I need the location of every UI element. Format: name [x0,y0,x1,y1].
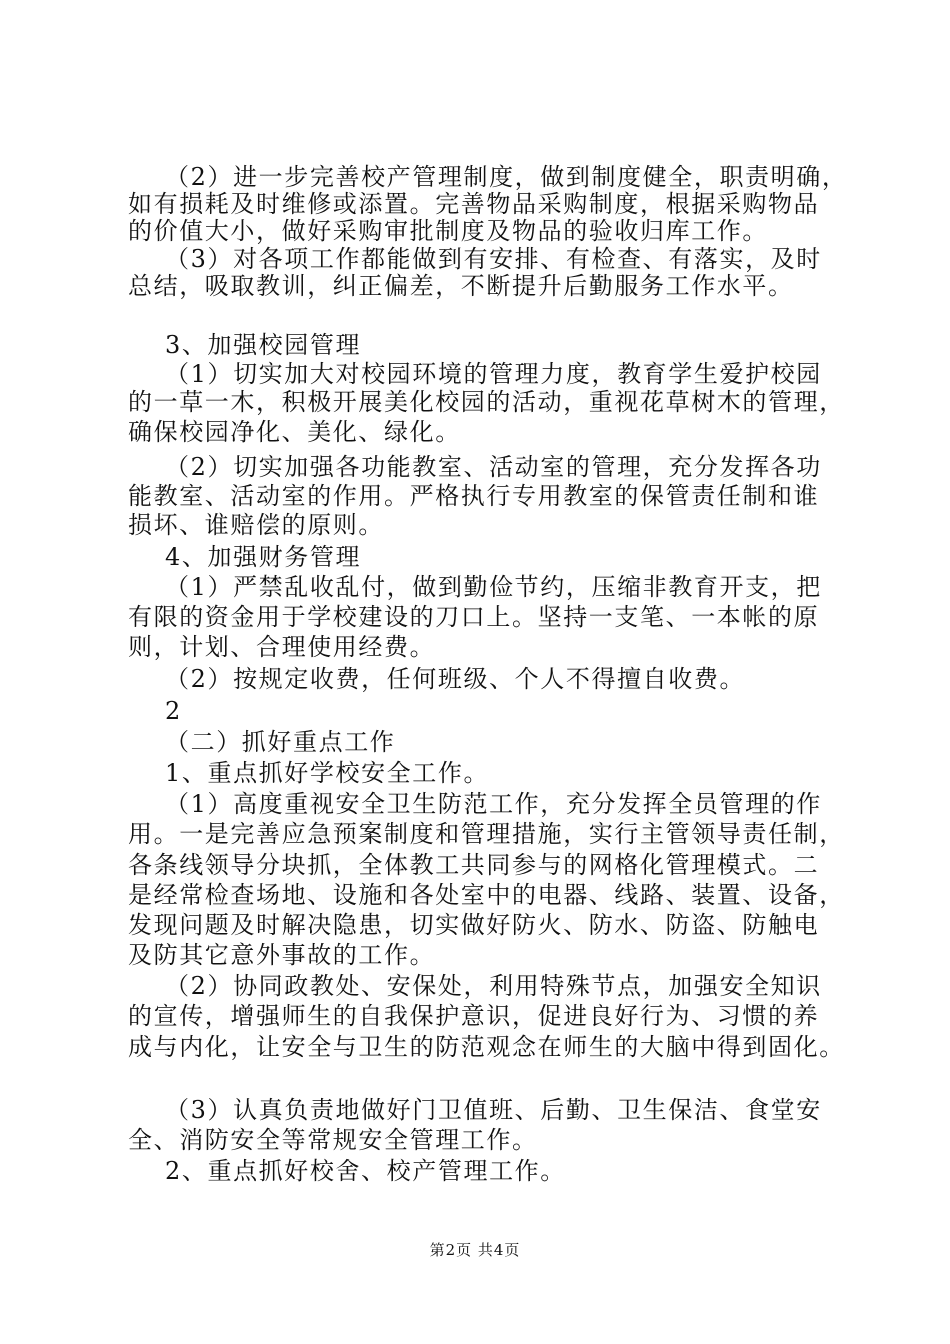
text-line: 用。一是完善应急预案制度和管理措施，实行主管领导责任制， [128,820,845,848]
text-line: 如有损耗及时维修或添置。完善物品采购制度，根据采购物品 [128,190,820,218]
text-line: 损坏、谁赔偿的原则。 [128,511,384,539]
text-line: 的宣传，增强师生的自我保护意识，促进良好行为、习惯的养 [128,1002,820,1030]
text-line: 2、重点抓好校舍、校产管理工作。 [165,1157,566,1185]
text-line: 确保校园净化、美化、绿化。 [128,418,461,446]
text-line: （3）认真负责地做好门卫值班、后勤、卫生保洁、食堂安 [165,1096,822,1124]
text-line: （2）按规定收费，任何班级、个人不得擅自收费。 [165,665,746,693]
page-footer: 第2页 共4页 [429,1241,521,1259]
text-line: 则，计划、合理使用经费。 [128,633,436,661]
text-line: 2 [165,697,182,725]
text-line: （2）进一步完善校产管理制度，做到制度健全，职责明确， [165,163,848,191]
text-line: 4、加强财务管理 [165,543,362,571]
text-line: （2）协同政教处、安保处，利用特殊节点，加强安全知识 [165,972,822,1000]
text-line: 有限的资金用于学校建设的刀口上。坚持一支笔、一本帐的原 [128,603,820,631]
text-line: （3）对各项工作都能做到有安排、有检查、有落实，及时 [165,245,822,273]
text-line: 能教室、活动室的作用。严格执行专用教室的保管责任制和谁 [128,482,820,510]
text-line: （二）抓好重点工作 [165,728,396,756]
text-line: （1）切实加大对校园环境的管理力度，教育学生爱护校园 [165,360,822,388]
text-line: 及防其它意外事故的工作。 [128,941,436,969]
text-line: 全、消防安全等常规安全管理工作。 [128,1126,538,1154]
text-line: （1）高度重视安全卫生防范工作，充分发挥全员管理的作 [165,790,822,818]
text-line: 是经常检查场地、设施和各处室中的电器、线路、装置、设备， [128,881,845,909]
text-line: 1、重点抓好学校安全工作。 [165,759,490,787]
text-line: 发现问题及时解决隐患，切实做好防火、防水、防盗、防触电 [128,911,820,939]
text-line: 成与内化，让安全与卫生的防范观念在师生的大脑中得到固化。 [128,1033,845,1061]
text-line: （2）切实加强各功能教室、活动室的管理，充分发挥各功 [165,453,822,481]
text-line: 的一草一木，积极开展美化校园的活动，重视花草树木的管理， [128,388,845,416]
text-line: 3、加强校园管理 [165,331,362,359]
text-line: 的价值大小，做好采购审批制度及物品的验收归库工作。 [128,217,768,245]
text-line: 各条线领导分块抓，全体教工共同参与的网格化管理模式。二 [128,851,820,879]
text-line: 总结，吸取教训，纠正偏差，不断提升后勤服务工作水平。 [128,272,794,300]
text-line: （1）严禁乱收乱付，做到勤俭节约，压缩非教育开支，把 [165,573,822,601]
